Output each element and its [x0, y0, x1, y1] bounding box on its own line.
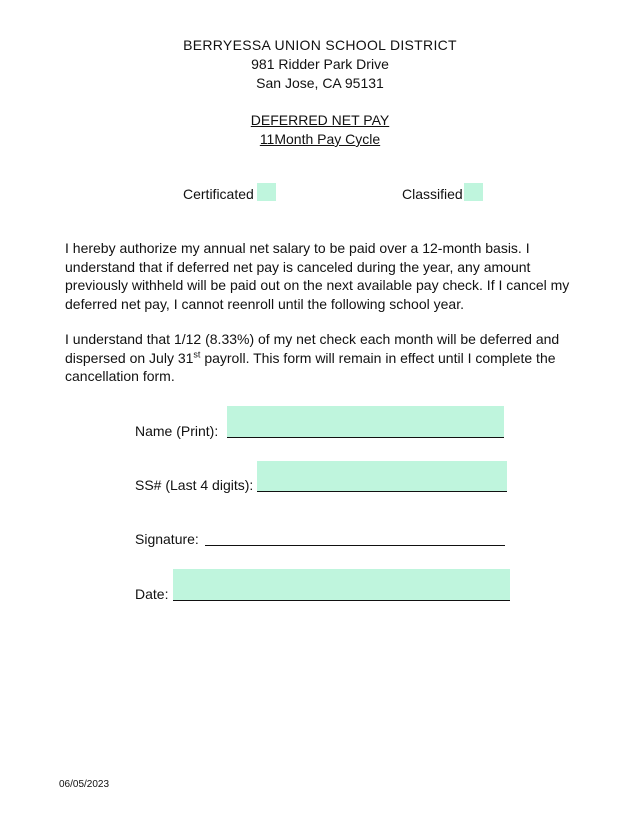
district-name: BERRYESSA UNION SCHOOL DISTRICT — [183, 37, 457, 53]
footer-date: 06/05/2023 — [59, 779, 110, 790]
classified-checkbox[interactable] — [464, 183, 483, 201]
classified-label: Classified — [402, 186, 463, 202]
authorization-paragraph: I hereby authorize my annual net salary to be paid over a 12-month basis. I understand that if deferred net pay is canceled during the year, any amount previously withheld will be paid out on the next available pay check. If I cancel my deferred net pay, I cannot reenroll until the following school year. — [65, 240, 570, 312]
name-label: Name (Print): — [135, 423, 219, 439]
ss-input[interactable] — [257, 461, 507, 491]
form-title: DEFERRED NET PAY — [250, 112, 390, 128]
name-input[interactable] — [227, 406, 504, 437]
name-underline — [227, 437, 504, 438]
ss-underline — [257, 491, 507, 492]
district-street: 981 Ridder Park Drive — [251, 56, 389, 72]
signature-label: Signature: — [135, 531, 199, 547]
form-subtitle: 11Month Pay Cycle — [259, 131, 381, 147]
certificated-checkbox[interactable] — [257, 183, 276, 201]
date-underline — [173, 600, 510, 601]
certificated-label: Certificated — [183, 186, 254, 202]
ss-label: SS# (Last 4 digits): — [135, 477, 254, 493]
date-input[interactable] — [173, 569, 510, 600]
district-city: San Jose, CA 95131 — [256, 75, 384, 91]
date-label: Date: — [135, 586, 169, 602]
deferral-paragraph: I understand that 1/12 (8.33%) of my net check each month will be deferred and dispersed on July 31st payroll. This form will remain in effect until I complete the cancellation form. — [65, 331, 560, 384]
signature-line[interactable] — [205, 545, 505, 546]
